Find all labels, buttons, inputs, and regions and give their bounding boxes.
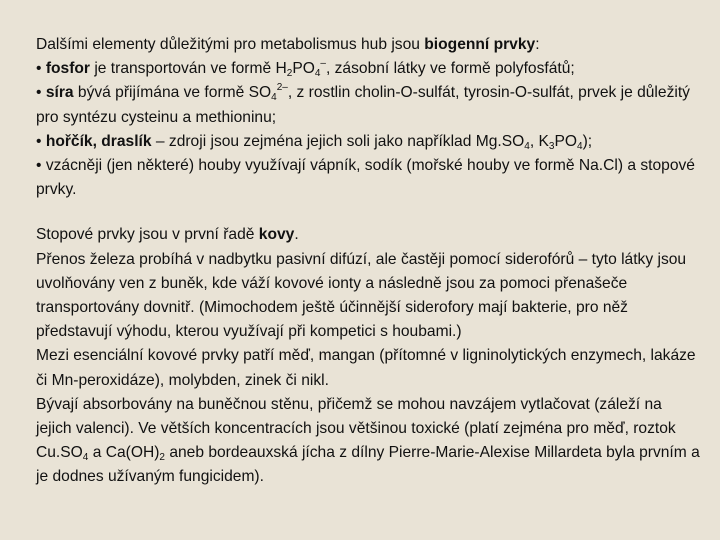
bullet-item-sira xyxy=(36,81,700,129)
bullet-item-fosfor xyxy=(36,57,700,81)
horcik-subscript-3: 4 xyxy=(577,140,583,152)
sira-text-2: , z rostlin cholin-O-sulfát, tyrosin-O-sulfát, prvek je důležitý pro syntézu cysteinu a methioninu; xyxy=(36,84,690,126)
stopove-period: . xyxy=(294,226,299,244)
absorpce-subscript-1: 4 xyxy=(82,452,89,464)
horcik-text-1: – zdroji jsou zejména jejich soli jako například Mg.SO xyxy=(151,132,525,150)
fosfor-text-3: , zásobní látky ve formě polyfosfátů; xyxy=(325,60,575,78)
stopove-text: Stopové prvky jsou v první řadě xyxy=(36,226,259,244)
intro-colon: : xyxy=(535,36,540,53)
bullet-icon: • xyxy=(36,157,42,175)
fosfor-subscript-1: 2 xyxy=(286,68,293,80)
term-horcik-draslik: hořčík, draslík xyxy=(45,132,152,150)
sira-superscript: 2– xyxy=(276,82,288,94)
fosfor-text-1: je transportován ve formě H xyxy=(90,60,287,78)
horcik-text-2: , K xyxy=(529,132,549,150)
absorpce-text-3: aneb bordeauxská jícha z dílny Pierre-Marie-Alexise Millardeta byla prvním a je dodnes užívaným fungicidem). xyxy=(36,444,700,486)
fosfor-superscript: – xyxy=(320,58,326,70)
horcik-subscript-2: 3 xyxy=(548,140,555,152)
stopove-prvky-paragraph xyxy=(36,223,700,247)
term-sira: síra xyxy=(45,84,74,102)
esencialni-kovy-paragraph: Mezi esenciální kovové prvky patří měď, mangan (přítomné v ligninolytických enzymech, lakáze či Mn-peroxidáze), molybden, zinek či nikl. xyxy=(36,347,696,389)
sira-text-1: bývá přijímána ve formě SO xyxy=(73,84,272,102)
intro-text: Dalšími elementy důležitými pro metabolismus hub jsou xyxy=(36,36,425,53)
absorpce-text-1: Bývají absorbovány na buněčnou stěnu, přičemž se mohou navzájem vytlačovat (záleží na jejich valenci). Ve větších koncentracích jsou většinou toxické (platí zejména pro měď, roztok Cu.SO xyxy=(36,395,676,462)
intro-term-biogenni-prvky: biogenní prvky xyxy=(424,36,536,53)
paragraph-gap xyxy=(36,202,700,223)
fosfor-text-2: PO xyxy=(292,60,315,78)
bullet-item-vzacneji xyxy=(36,154,700,202)
horcik-text-3: PO xyxy=(554,132,577,150)
term-kovy: kovy xyxy=(258,226,295,244)
intro-paragraph xyxy=(36,33,700,57)
absorpce-paragraph xyxy=(36,393,700,490)
term-fosfor: fosfor xyxy=(45,60,90,78)
bullet-icon: • xyxy=(36,60,42,78)
bullet-icon: • xyxy=(36,84,42,102)
horcik-text-4: ); xyxy=(582,132,593,150)
vzacneji-text: vzácněji (jen některé) houby využívají vápník, sodík (mořské houby ve formě Na.Cl) a stopové prvky. xyxy=(36,157,695,199)
sira-subscript: 4 xyxy=(271,92,277,104)
prenos-zeleza-paragraph: Přenos železa probíhá v nadbytku pasivní difúzí, ale častěji pomocí siderofórů – tyto látky jsou uvolňovány ven z buněk, kde váží kovové ionty a následně jsou za pomoci přenašeče transportovány dovnitř. (Mimochodem ještě účinnější siderofory mají bakterie, pro něž představují výhodu, kterou využívají při kompetici s houbami.) xyxy=(36,250,687,341)
bullet-icon: • xyxy=(36,132,42,150)
bullet-item-horcik-draslik xyxy=(36,130,700,154)
fosfor-subscript-2: 4 xyxy=(314,68,321,80)
absorpce-subscript-2: 2 xyxy=(159,452,165,464)
horcik-subscript-1: 4 xyxy=(524,140,530,152)
absorpce-text-2: a Ca(OH) xyxy=(88,444,160,462)
